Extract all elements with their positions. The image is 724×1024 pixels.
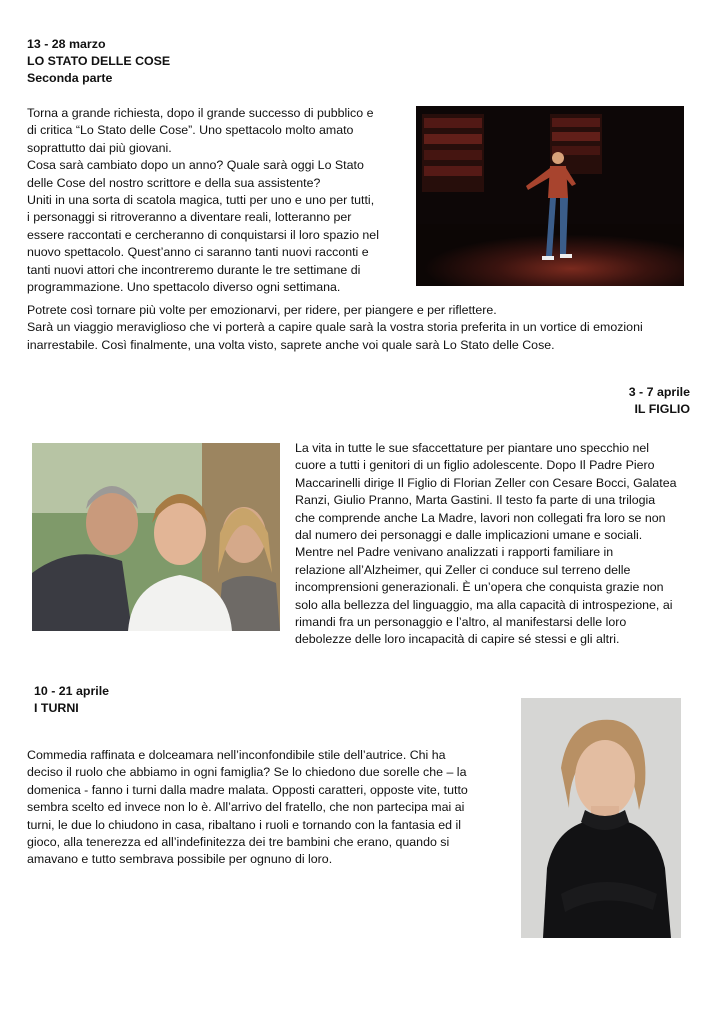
section2-title: IL FIGLIO <box>634 402 690 416</box>
section2-line: che comprende anche La Madre, lavori non collegati fra loro se non <box>295 510 666 525</box>
section2-heading <box>480 384 690 418</box>
section1-line: soprattutto dai più giovani. <box>27 140 172 155</box>
section2-line: La vita in tutte le sue sfaccettature per piantare uno specchio nel <box>295 441 650 455</box>
section1-tail <box>27 302 699 354</box>
section2-line: incomprensioni generazionali. È un’opera che conquista grazie non <box>295 580 664 595</box>
section2-body <box>295 440 691 649</box>
section2-line: cuore a tutti i genitori di un figlio adolescente. Dopo Il Padre Piero <box>295 458 655 473</box>
section1-line: Uniti in una sorta di scatola magica, tutti per uno e uno per tutti, <box>27 193 375 208</box>
section2-line: solo alla bellezza del linguaggio, ma alla capacità di introspezione, ai <box>295 597 673 612</box>
section3-line: Commedia raffinata e dolceamara nell’inconfondibile stile dell’autrice. Chi ha <box>27 748 446 762</box>
section1-line: nuovo spettacolo. Quest’anno ci saranno tanti nuovi racconti e <box>27 245 369 260</box>
section3-line: gioco, alla tenerezza ed all’indefinitezza dei tre bambini che erano, quando si <box>27 835 450 850</box>
section1-line: Torna a grande richiesta, dopo il grande successo di pubblico e <box>27 106 374 120</box>
section1-line: di critica “Lo Stato delle Cose”. Uno spettacolo molto amato <box>27 123 354 138</box>
section1-tail-line: Sarà un viaggio meraviglioso che vi porterà a capire quale sarà la vostra storia preferita in un vortice di emozioni <box>27 320 643 335</box>
section2-line: Maccarinelli dirige Il Figlio di Florian Zeller con Cesare Bocci, Galatea <box>295 475 677 490</box>
section3-line: sembra scelto ed invece non lo è. All’arrivo del fratello, che non partecipa mai ai <box>27 800 465 815</box>
section3-heading <box>34 683 234 717</box>
section3-line: amavano e tutto sembrava possibile per ognuno di loro. <box>27 852 333 867</box>
section3-title: I TURNI <box>34 701 79 715</box>
portrait-photo <box>521 698 681 938</box>
section3-line: turni, le due lo chiudono in casa, ribaltano i ruoli e tornando con la fantasia ed il <box>27 817 461 832</box>
section1-line: programmazione. Uno spettacolo diverso ogni settimana. <box>27 280 341 295</box>
section3-line: deciso il ruolo che abbiamo in ogni famiglia? Se lo chiedono due sorelle che – la <box>27 765 467 780</box>
section1-heading <box>27 36 327 87</box>
section2-line: Ranzi, Giulio Pranno, Marta Gastini. Il testo fa parte di una trilogia <box>295 493 656 508</box>
section1-tail-line: inarrestabile. Così finalmente, una volta visto, saprete anche voi quale sarà Lo Stato delle Cose. <box>27 337 555 352</box>
section2-line: dal numero dei personaggi e dalle implicazioni umane e sociali. <box>295 528 643 543</box>
section1-dates: 13 - 28 marzo <box>27 37 106 51</box>
section2-line: Mentre nel Padre venivano analizzati i rapporti familiare in <box>295 545 614 560</box>
section3-body <box>27 747 511 869</box>
section2-line: rimandi fra un personaggio e l’altro, al manifestarsi delle loro <box>295 615 627 630</box>
section3-line: domenica - fanno i turni dalla madre malata. Opposti caratteri, opposte vite, tutto <box>27 782 468 797</box>
section2-dates: 3 - 7 aprile <box>628 385 690 399</box>
section1-line: delle Cose del nostro scrittore e della sua assistente? <box>27 175 321 190</box>
family-photo <box>32 443 280 631</box>
section1-tail-line: Potrete così tornare più volte per emozionarvi, per ridere, per piangere e per riflettere. <box>27 303 497 317</box>
section1-line: tanti nuovi attori che incontreremo durante le tre settimane di <box>27 262 361 277</box>
section1-body <box>27 105 407 296</box>
section1-subtitle: Seconda parte <box>27 71 113 85</box>
section1-line: Cosa sarà cambiato dopo un anno? Quale sarà oggi Lo Stato <box>27 158 364 173</box>
section1-title: LO STATO DELLE COSE <box>27 54 171 68</box>
section3-dates: 10 - 21 aprile <box>34 684 110 698</box>
stage-photo <box>416 106 684 286</box>
section1-line: essere raccontati e cercheranno di conquistarsi il loro spazio nel <box>27 227 379 242</box>
section2-line: debolezze delle loro incapacità di capire sé stessi e gli altri. <box>295 632 620 647</box>
section1-line: i personaggi si ritroveranno a diventare reali, lotteranno per <box>27 210 352 225</box>
section2-line: relazione all’Alzheimer, qui Zeller ci conduce sul terreno delle <box>295 562 631 577</box>
